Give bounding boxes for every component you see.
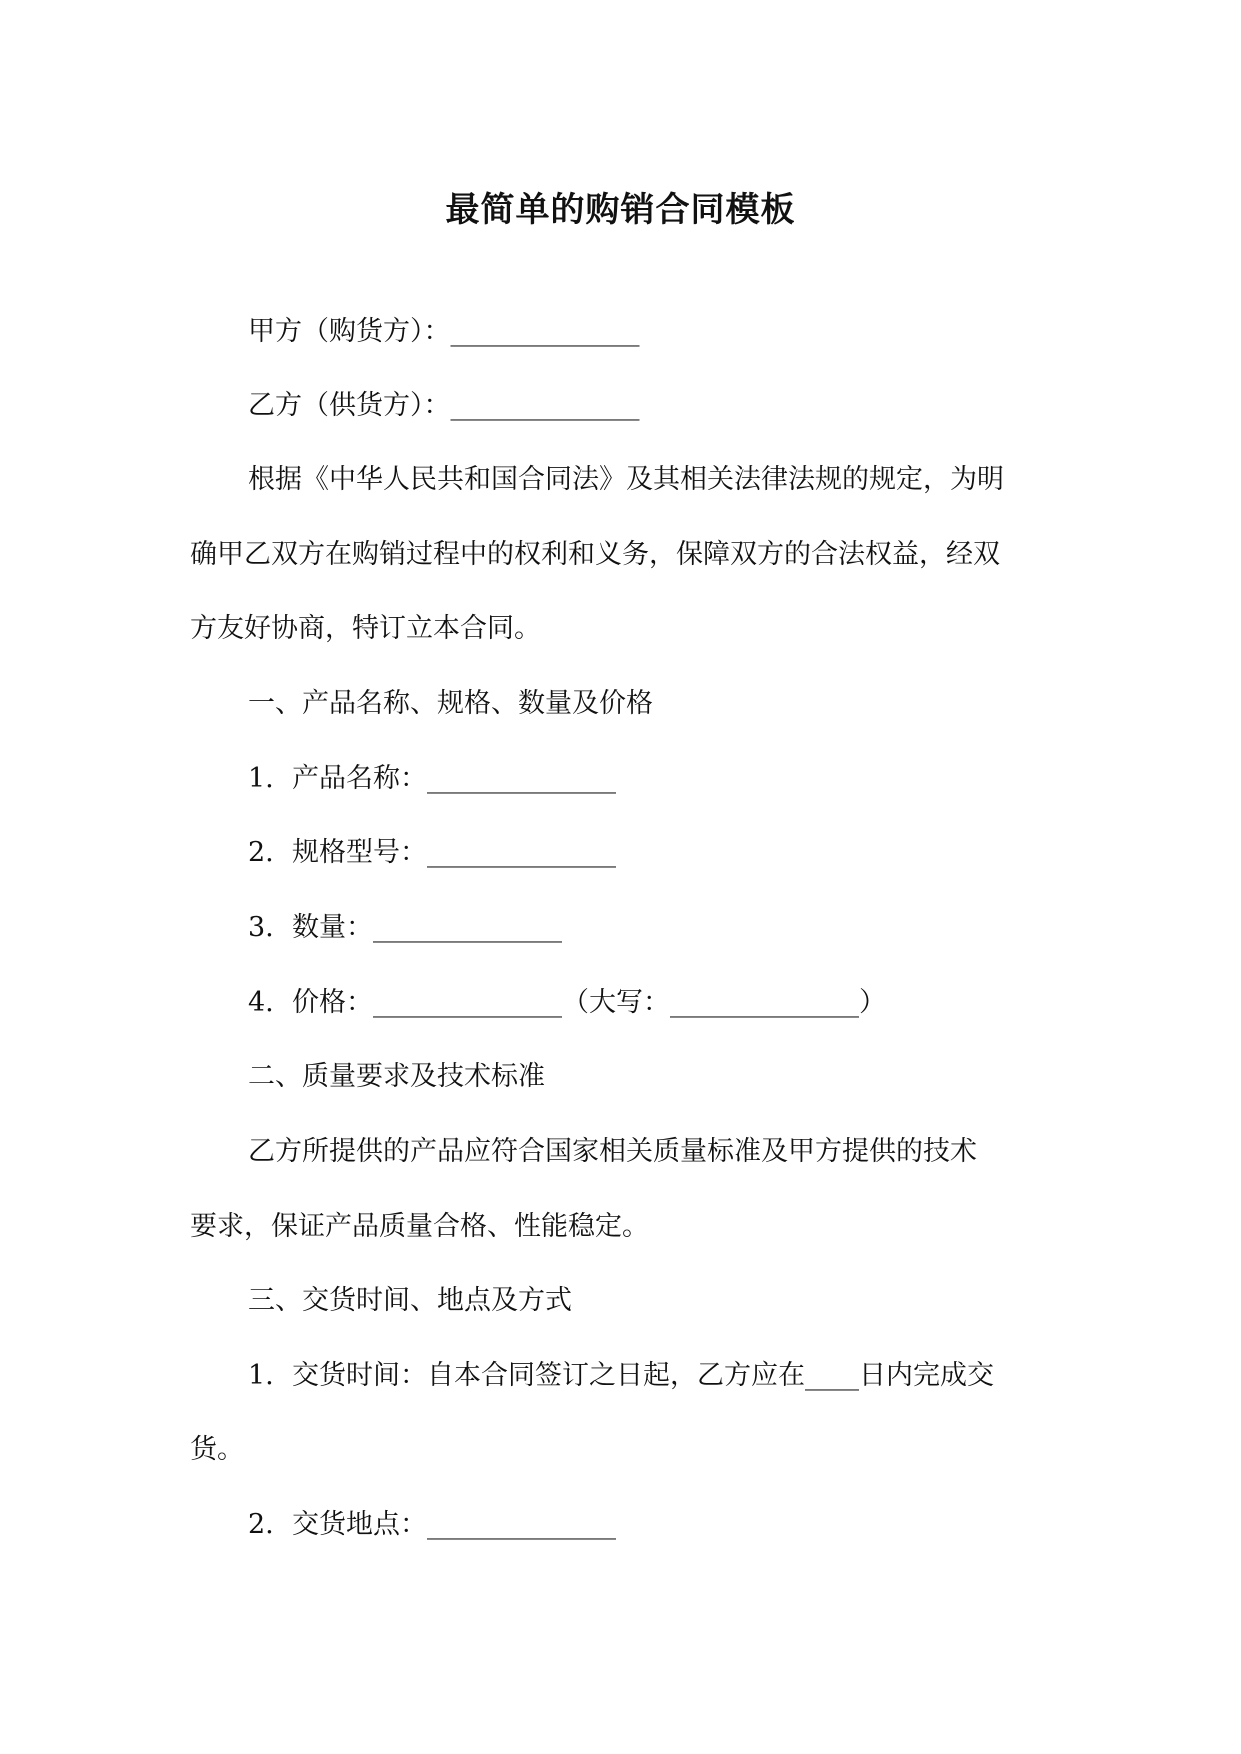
item-text: 产品名称：______________ bbox=[292, 763, 616, 794]
item-number: 4. bbox=[248, 987, 274, 1018]
item-text: 交货地点：______________ bbox=[292, 1509, 616, 1540]
section-2-body-line-2: 要求，保证产品质量合格、性能稳定。 bbox=[190, 1211, 649, 1242]
party-b-line: 乙方（供货方）：______________ bbox=[248, 390, 640, 421]
section-1-item-4 bbox=[248, 983, 1128, 1023]
preamble-line-2: 确甲乙双方在购销过程中的权利和义务，保障双方的合法权益，经双 bbox=[190, 539, 1000, 570]
section-1-item-3 bbox=[248, 908, 1128, 948]
party-a-line: 甲方（购货方）：______________ bbox=[248, 316, 640, 347]
item-number: 2. bbox=[248, 837, 274, 868]
item-number: 3. bbox=[248, 912, 274, 943]
section-1-item-2 bbox=[248, 833, 1128, 873]
item-number: 1. bbox=[248, 763, 274, 794]
item-number: 2. bbox=[248, 1509, 274, 1540]
item-text: 交货时间：自本合同签订之日起，乙方应在____日内完成交 bbox=[292, 1360, 994, 1391]
section-3-item-1-continuation: 货。 bbox=[190, 1434, 244, 1465]
section-3-item-2 bbox=[248, 1505, 1128, 1545]
document-title: 最简单的购销合同模板 bbox=[445, 190, 796, 230]
preamble-line-1: 根据《中华人民共和国合同法》及其相关法律法规的规定，为明 bbox=[248, 464, 1004, 495]
item-number: 1. bbox=[248, 1360, 274, 1391]
section-1-item-1 bbox=[248, 759, 1128, 799]
item-text: 数量：______________ bbox=[292, 912, 562, 943]
item-text: 价格：______________（大写：______________） bbox=[292, 987, 886, 1018]
preamble-line-3: 方友好协商，特订立本合同。 bbox=[190, 613, 541, 644]
section-2-heading: 二、质量要求及技术标准 bbox=[248, 1061, 545, 1092]
section-1-heading: 一、产品名称、规格、数量及价格 bbox=[248, 688, 653, 719]
item-text: 规格型号：______________ bbox=[292, 837, 616, 868]
section-3-heading: 三、交货时间、地点及方式 bbox=[248, 1285, 572, 1316]
section-2-body-line-1: 乙方所提供的产品应符合国家相关质量标准及甲方提供的技术 bbox=[248, 1136, 977, 1167]
section-3-item-1 bbox=[248, 1356, 1128, 1396]
